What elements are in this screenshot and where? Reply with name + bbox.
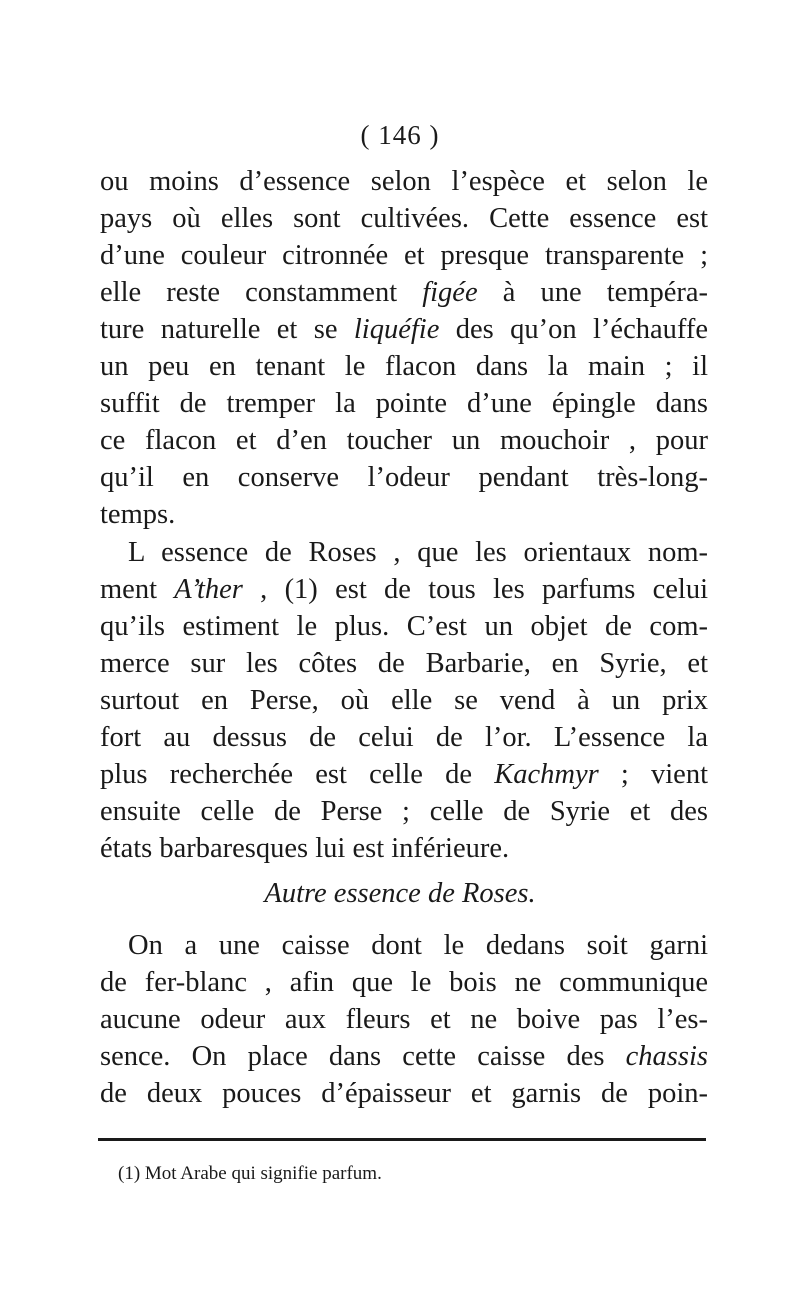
text-line <box>100 274 708 311</box>
text-line: L essence de Roses , que les orientaux nom- <box>128 537 708 568</box>
text-line: ce flacon et d’en toucher un mouchoir , pour <box>100 425 708 456</box>
text-fragment: ture naturelle et se <box>100 314 354 345</box>
text-fragment: plus recherchée est celle de <box>100 759 495 790</box>
text-line: d’une couleur citronnée et presque transparente ; <box>100 240 708 271</box>
text-fragment: , (1) est de tous les parfums celui <box>242 574 708 605</box>
text-line: fort au dessus de celui de l’or. L’essence la <box>100 722 708 753</box>
italic-word: chassis <box>625 1041 708 1072</box>
text-line: merce sur les côtes de Barbarie, en Syrie, et <box>100 648 708 679</box>
text-line <box>100 756 708 793</box>
paragraph-3 <box>100 927 708 1112</box>
text-line: On a une caisse dont le dedans soit garni <box>128 930 708 961</box>
footnote-rule <box>98 1138 706 1141</box>
italic-word: liquéfie <box>353 314 440 345</box>
text-line: surtout en Perse, où elle se vend à un prix <box>100 685 708 716</box>
text-line <box>100 571 708 608</box>
text-line: états barbaresques lui est inférieure. <box>100 833 510 864</box>
text-line <box>100 1038 708 1075</box>
text-fragment: sence. On place dans cette caisse des <box>100 1041 626 1072</box>
text-line: temps. <box>100 499 176 530</box>
text-line: suffit de tremper la pointe d’une épingle dans <box>100 388 708 419</box>
italic-word: figée <box>422 277 478 308</box>
text-fragment: à une tempéra- <box>477 277 708 308</box>
text-line: un peu en tenant le flacon dans la main ; il <box>100 351 708 382</box>
text-fragment: ment <box>100 574 175 605</box>
text-line: qu’il en conserve l’odeur pendant très-long- <box>100 462 708 493</box>
text-line: pays où elles sont cultivées. Cette essence est <box>100 203 708 234</box>
text-fragment: ; vient <box>598 759 709 790</box>
text-line: de fer-blanc , afin que le bois ne communique <box>100 967 708 998</box>
text-line: ensuite celle de Perse ; celle de Syrie et des <box>100 796 708 827</box>
text-line: ou moins d’essence selon l’espèce et selon le <box>100 166 708 197</box>
paragraph-1 <box>100 163 708 533</box>
italic-word: A’ther <box>174 574 243 605</box>
text-fragment: des qu’on l’échauffe <box>439 314 708 345</box>
paragraph-2 <box>100 534 708 867</box>
text-line: qu’ils estiment le plus. C’est un objet de com- <box>100 611 708 642</box>
text-fragment: elle reste constamment <box>100 277 423 308</box>
text-line <box>100 311 708 348</box>
text-line: de deux pouces d’épaisseur et garnis de poin- <box>100 1078 708 1109</box>
footnote: (1) Mot Arabe qui signifie parfum. <box>118 1163 382 1184</box>
italic-word: Kachmyr <box>494 759 599 790</box>
text-line: aucune odeur aux fleurs et ne boive pas l’es- <box>100 1004 708 1035</box>
page-number: ( 146 ) <box>360 120 440 150</box>
section-heading: Autre essence de Roses. <box>264 878 536 909</box>
